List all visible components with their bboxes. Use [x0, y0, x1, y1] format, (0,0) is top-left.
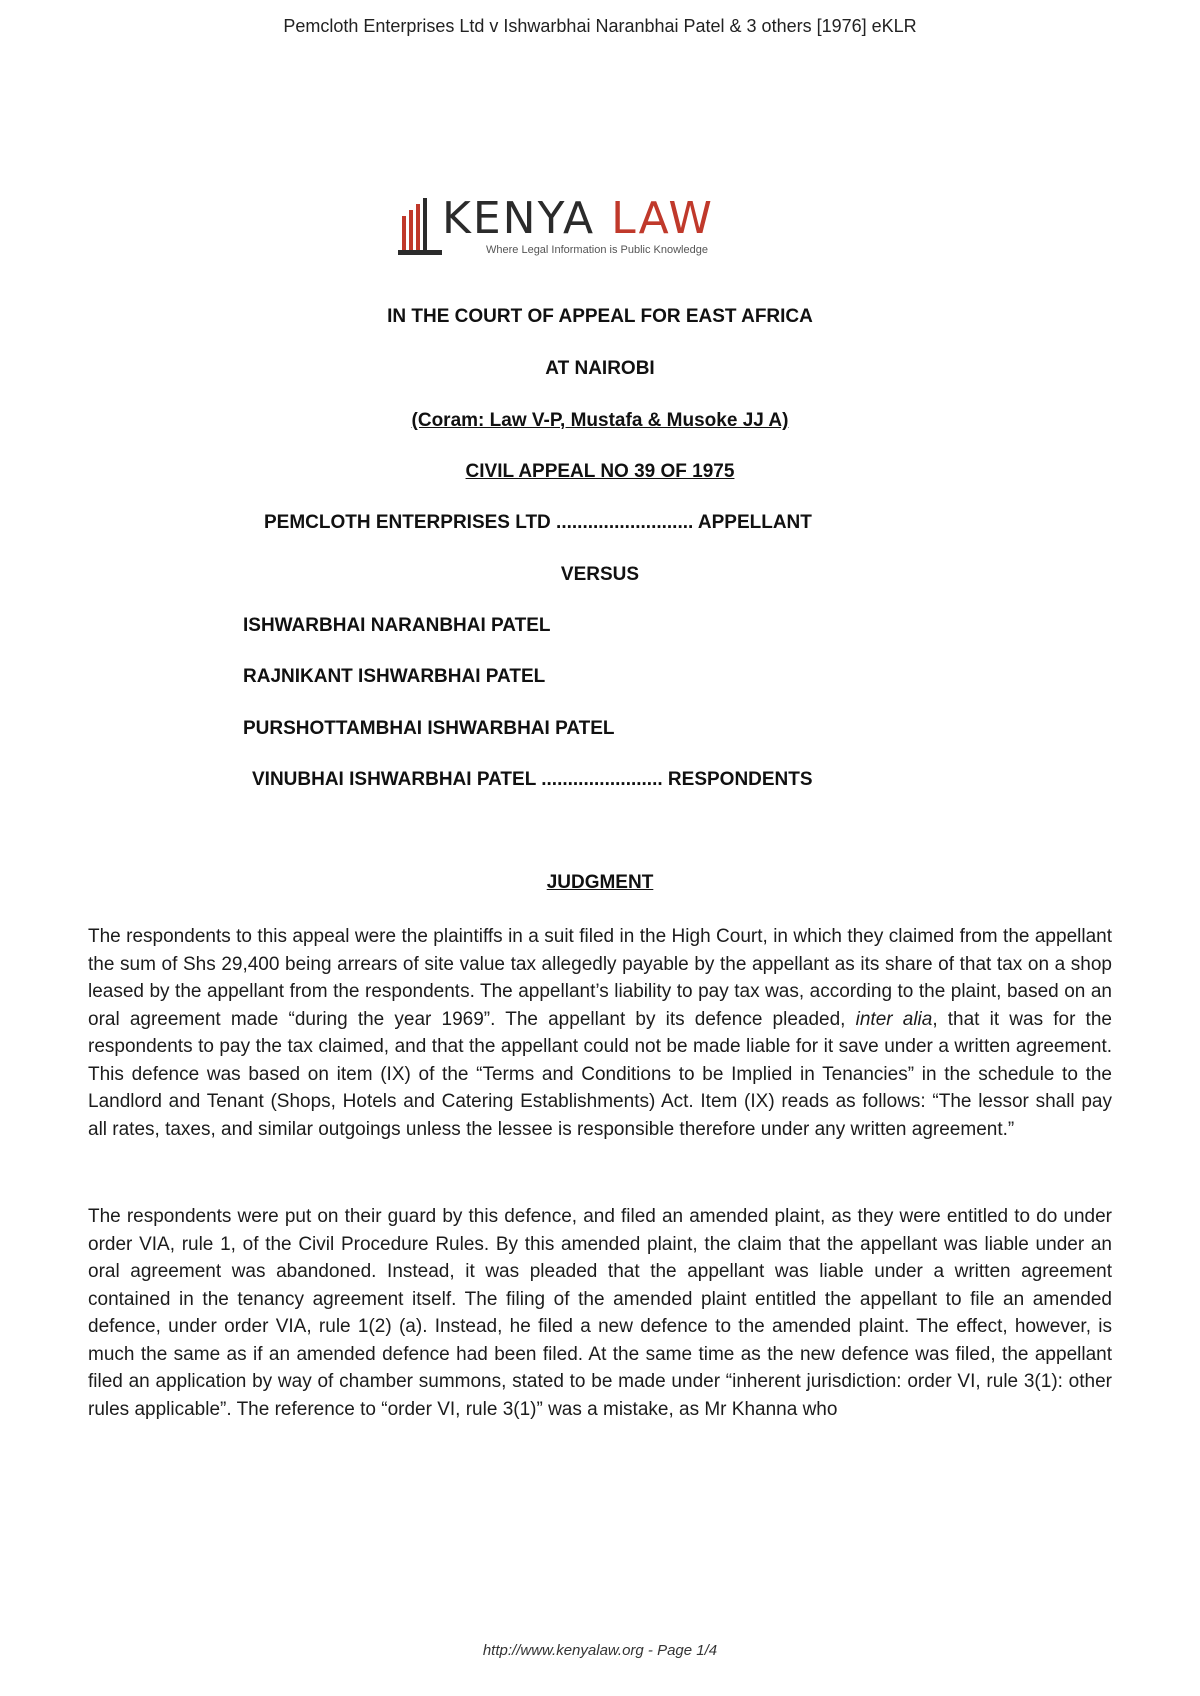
paragraph-1	[88, 923, 1112, 1143]
running-head: Pemcloth Enterprises Ltd v Ishwarbhai Naranbhai Patel & 3 others [1976] eKLR	[283, 16, 917, 36]
appellant-line: PEMCLOTH ENTERPRISES LTD .......................... APPELLANT	[264, 512, 812, 533]
paragraph-1-part-b: , that it was for the respondents to pay the tax claimed, and that the appellant could not be made liable for it save under a written agreement. This defence was based on item (IX) of the “Terms and Conditions to be Implied in Tenancies” in the schedule to the Landlord and Tenant (Shops, Hotels and Catering Establishments) Act. Item (IX) reads as follows: “The lessor shall pay all rates, taxes, and similar outgoings unless the lessee is responsible therefore under any written agreement.”	[88, 1008, 1112, 1140]
logo-wordmark	[442, 193, 714, 244]
logo-word-law: LAW	[611, 193, 714, 244]
coram: (Coram: Law V-P, Mustafa & Musoke JJ A)	[411, 410, 789, 431]
judgment-heading: JUDGMENT	[546, 872, 654, 893]
respondent-3: PURSHOTTAMBHAI ISHWARBHAI PATEL	[243, 718, 615, 739]
page-footer: http://www.kenyalaw.org - Page 1/4	[482, 1642, 718, 1659]
court-name: IN THE COURT OF APPEAL FOR EAST AFRICA	[387, 306, 813, 327]
respondent-2: RAJNIKANT ISHWARBHAI PATEL	[243, 666, 546, 687]
logo-tagline: Where Legal Information is Public Knowledge	[486, 244, 708, 256]
logo-word-kenya: KENYA	[442, 193, 596, 244]
respondents-line: VINUBHAI ISHWARBHAI PATEL ....................... RESPONDENTS	[252, 769, 813, 790]
respondent-1: ISHWARBHAI NARANBHAI PATEL	[243, 615, 551, 636]
pillars-logo-icon	[398, 196, 448, 258]
court-location: AT NAIROBI	[545, 358, 655, 379]
versus-label: VERSUS	[560, 564, 640, 585]
paragraph-1-part-a: The respondents to this appeal were the plaintiffs in a suit filed in the High Court, in which they claimed from the appellant the sum of Shs 29,400 being arrears of site value tax allegedly payable by the appellant as its share of that tax on a shop leased by the appellant from the respondents. The appellant’s liability to pay tax was, according to the plaint, based on an oral agreement made “during the year 1969”. The appellant by its defence pleaded,	[88, 926, 1112, 1030]
case-number: CIVIL APPEAL NO 39 OF 1975	[465, 461, 735, 482]
paragraph-2: The respondents were put on their guard by this defence, and filed an amended plaint, as they were entitled to do under order VIA, rule 1, of the Civil Procedure Rules. By this amended plaint, the claim that the appellant was liable under an oral agreement was abandoned. Instead, it was pleaded that the appellant was liable under a written agreement contained in the tenancy agreement itself. The filing of the amended plaint entitled the appellant to file an amended defence, under order VIA, rule 1(2) (a). Instead, he filed a new defence to the amended plaint. The effect, however, is much the same as if an amended defence had been filed. At the same time as the new defence was filed, the appellant filed an application by way of chamber summons, stated to be made under “inherent jurisdiction: order VI, rule 3(1): other rules applicable”. The reference to “order VI, rule 3(1)” was a mistake, as Mr Khanna who	[88, 1206, 1112, 1420]
paragraph-1-italic: inter alia	[855, 1008, 933, 1030]
kenya-law-logo	[398, 193, 738, 262]
